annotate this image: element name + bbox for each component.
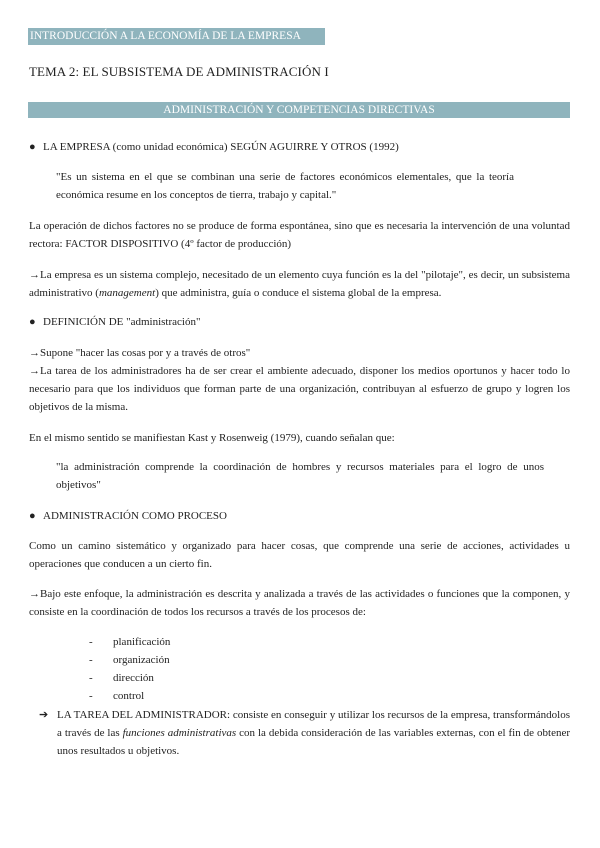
line-supone: →Supone "hacer las cosas por y a través de otros" — [29, 347, 251, 359]
function-organizacion: organización — [113, 654, 170, 666]
topic-title: TEMA 2: EL SUBSISTEMA DE ADMINISTRACIÓN I — [29, 64, 329, 79]
function-direccion: dirección — [113, 672, 154, 684]
management-term: management — [98, 287, 156, 299]
paragraph-pilotaje — [29, 266, 570, 302]
section-banner: ADMINISTRACIÓN Y COMPETENCIAS DIRECTIVAS — [28, 102, 570, 118]
paragraph-tarea-administradores: →La tarea de los administradores ha de ser crear el ambiente adecuado, disponer los medios oportunos y hacer todo lo necesario para que los individuos que forman parte de una organización, contribuyan al esfuerzo de grupo y logren los objetivos de la misma. — [29, 365, 570, 413]
bullet-dot-icon: ● — [29, 510, 36, 522]
bullet-proceso — [29, 507, 227, 525]
bullet-empresa-text: LA EMPRESA (como unidad económica) SEGÚN AGUIRRE Y OTROS (1992) — [43, 141, 399, 153]
funciones-term: funciones administrativas — [122, 727, 237, 739]
dash-icon: - — [89, 672, 93, 684]
tarea-text-a: LA TAREA DEL ADMINISTRADOR: consiste en conseguir y utilizar los recursos de la empresa, transformándolos a través de las — [57, 709, 570, 739]
tarea-text-b: con la debida consideración de las variables externas, con el fin de obtener unos resultados u objetivos. — [57, 727, 570, 757]
pilotaje-text-a: →La empresa es un sistema complejo, necesitado de un elemento cuya función es la del "pilotaje", es decir, un subsistema administrativo ( — [29, 269, 570, 299]
function-control: control — [113, 690, 145, 702]
function-planificacion: planificación — [113, 636, 171, 648]
paragraph-enfoque: →Bajo este enfoque, la administración es descrita y analizada a través de las actividades o funciones que la componen, y consiste en la coordinación de todos los recursos a través de los procesos de: — [29, 588, 570, 618]
list-item — [89, 633, 170, 651]
list-item — [89, 669, 170, 687]
paragraph-camino: Como un camino sistemático y organizado para hacer cosas, que comprende una serie de acciones, actividades u operaciones que conducen a un cierto fin. — [29, 540, 570, 570]
list-item — [89, 651, 170, 669]
dash-icon: - — [89, 690, 93, 702]
bullet-dot-icon: ● — [29, 316, 36, 328]
arrow-icon: ➔ — [39, 709, 49, 721]
paragraph-tarea-administrador — [57, 706, 570, 760]
dash-icon: - — [89, 636, 93, 648]
bullet-definicion-text: DEFINICIÓN DE "administración" — [43, 316, 201, 328]
bullet-empresa — [29, 138, 399, 156]
list-item — [89, 687, 170, 705]
bullet-dot-icon: ● — [29, 141, 36, 153]
course-banner: INTRODUCCIÓN A LA ECONOMÍA DE LA EMPRESA — [28, 28, 325, 45]
pilotaje-text-b: ) que administra, guía o conduce el sistema global de la empresa. — [155, 287, 442, 299]
bullet-definicion — [29, 313, 200, 331]
quote-aguirre: "Es un sistema en el que se combinan una serie de factores económicos elementales, que la teoría económica resume en los conceptos de tierra, trabajo y capital." — [56, 171, 514, 201]
bullet-proceso-text: ADMINISTRACIÓN COMO PROCESO — [43, 510, 227, 522]
dash-icon: - — [89, 654, 93, 666]
functions-list — [89, 633, 170, 705]
paragraph-factor-dispositivo: La operación de dichos factores no se produce de forma espontánea, sino que es necesaria la intervención de una voluntad rectora: FACTOR DISPOSITIVO (4º factor de producción) — [29, 220, 570, 250]
quote-kast: "la administración comprende la coordinación de hombres y recursos materiales para el logro de unos objetivos" — [56, 461, 544, 491]
paragraph-kast-rosenweig: En el mismo sentido se manifiestan Kast y Rosenweig (1979), cuando señalan que: — [29, 432, 395, 444]
